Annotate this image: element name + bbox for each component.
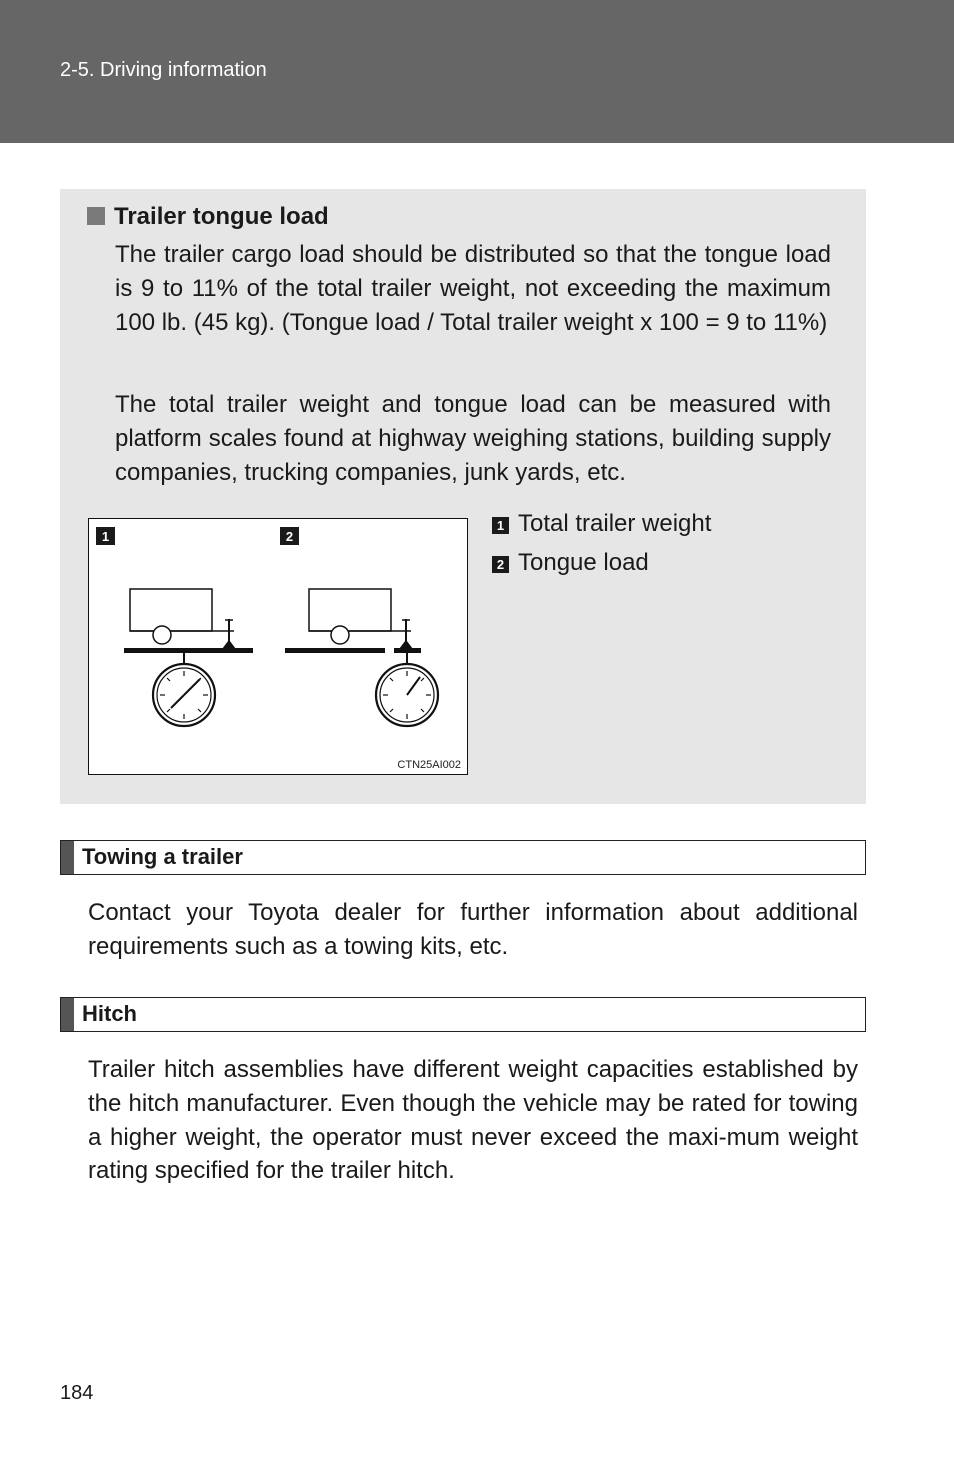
section-body-hitch: Trailer hitch assemblies have different weight capacities established by the hitch manufacturer. Even though the vehicle may be rated for towing a higher weight, the operator must never exceed the maxi-mum weight rating specified for the trailer hitch. [88,1056,858,1185]
marker-1-icon: 1 [492,517,509,534]
header-band [0,0,954,143]
scale-gauge-left-icon [153,664,215,726]
note-paragraph: The trailer cargo load should be distributed so that the tongue load is 9 to 11% of the total trailer weight, not exceeding the maximum 100 lb. (45 kg). (Tongue load / Total trailer weight x 100 = 9 to 11%) [115,241,831,336]
marker-1-icon [96,527,115,545]
trailer-scale-drawing [89,519,469,776]
heading-bar [61,841,74,874]
note-heading-text: Trailer tongue load [114,203,329,230]
legend-item-total-weight [492,510,711,538]
legend-item-tongue-load [492,549,649,577]
section-title: Towing a trailer [82,844,243,869]
figure-code: CTN25AI002 [397,759,461,771]
square-bullet-icon [87,207,105,225]
trailer-scale-illustration [88,518,468,775]
section-title: Hitch [82,1001,137,1026]
platform-left [124,648,253,653]
marker-2-label: 2 [285,529,294,544]
legend-label: Tongue load [518,549,649,576]
marker-1-label: 1 [101,529,110,544]
section-reference: 2-5. Driving information [60,59,267,81]
scale-gauge-right-icon [376,664,438,726]
section-heading-hitch [60,997,866,1032]
note-paragraph: The total trailer weight and tongue load can be measured with platform scales found at highway weighing stations, building supply companies, trucking companies, junk yards, etc. [115,391,831,486]
heading-bar [61,998,74,1031]
marker-2-icon [280,527,299,545]
trailer-left-icon [130,589,235,649]
note-heading [87,203,329,231]
section-heading-towing [60,840,866,875]
marker-2-icon: 2 [492,556,509,573]
section-body-towing: Contact your Toyota dealer for further information about additional requirements such as a towing kits, etc. [88,899,858,960]
trailer-right-icon [309,589,412,649]
legend-label: Total trailer weight [518,510,712,537]
ground-platform-right [285,648,385,653]
tongue-scale-pad [394,648,421,653]
page-number: 184 [60,1382,94,1404]
